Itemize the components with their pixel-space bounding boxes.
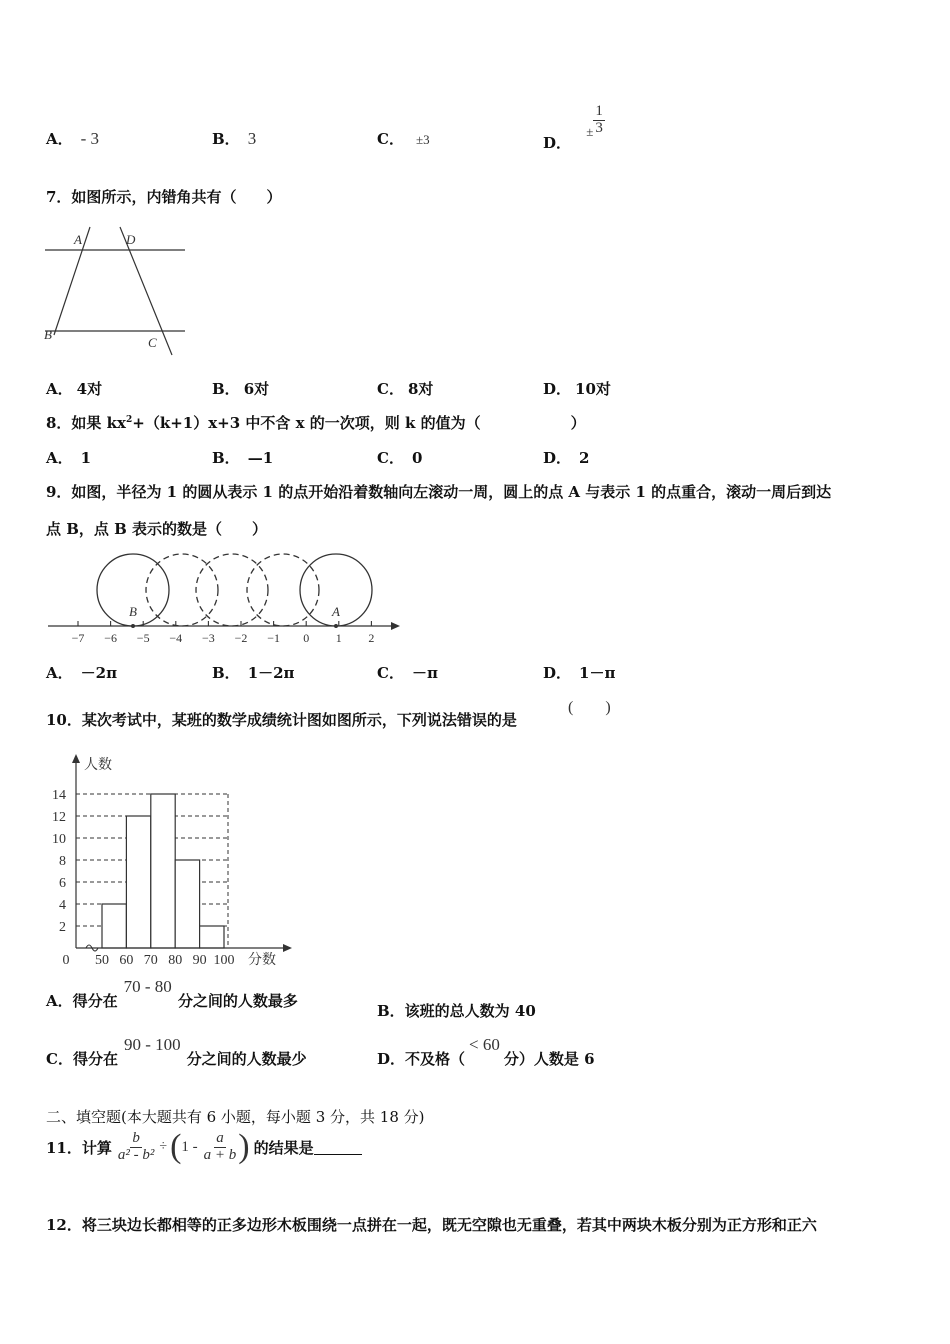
hist-bar-60-70	[126, 816, 150, 948]
section2-heading: 二、填空题(本大题共有 6 小题，每小题 3 分，共 18 分)	[46, 1108, 425, 1126]
hist-xtick-label: 60	[119, 953, 134, 968]
q10-paren: ( )	[568, 699, 611, 716]
q7-option-b: B． 6对	[212, 380, 270, 398]
hist-bar-90-100	[200, 926, 224, 948]
q8-option-d: D． 2	[543, 449, 590, 467]
q9-point-a: A	[332, 604, 340, 619]
hist-xlabel: 分数	[248, 953, 276, 968]
q9-tick-label: −2	[234, 631, 248, 645]
q7-figure	[40, 225, 190, 360]
q6-option-d: D． ± $\frac{1}{3}$	[543, 103, 603, 153]
q7-label-c: C	[148, 335, 157, 350]
q9-option-b: B． 1－2π	[212, 664, 295, 682]
q7-label-d: D	[126, 232, 136, 247]
q6-option-c: C． ±3	[377, 130, 430, 148]
q11-answer-blank	[314, 1140, 362, 1155]
q6-option-a: A． - 3	[46, 129, 100, 148]
q10-option-b: B．该班的总人数为 40	[377, 1002, 536, 1020]
q9-tick-label: −6	[104, 631, 117, 645]
q8-stem: 8．如果 $kx^2+(k+1)x+3$ 中不含 x 的一次项，则 k 的值为（ ）	[46, 414, 586, 432]
hist-ytick-label: 6	[59, 876, 66, 891]
hist-bar-50-60	[102, 904, 126, 948]
hist-xtick-label: 50	[95, 953, 109, 968]
hist-ytick-label: 12	[52, 810, 66, 825]
q9-stem-line1: 9．如图，半径为 1 的圆从表示 1 的点开始沿着数轴向左滚动一周，圆上的点 A 与表示 1 的点重合，滚动一周后到达	[46, 483, 832, 501]
q9-tick-label: 2	[368, 631, 375, 645]
hist-ytick-label: 4	[59, 898, 66, 913]
q9-tick-label: 1	[335, 631, 342, 645]
q9-tick-label: −1	[267, 631, 280, 645]
hist-xtick-label: 80	[168, 953, 183, 968]
hist-xtick-label: 0	[62, 953, 70, 968]
hist-xtick-label: 90	[192, 953, 207, 968]
q10-option-c: C．得分在90 - 100分之间的人数最少	[46, 1035, 307, 1068]
q9-stem-line2: 点 B，点 B 表示的数是（ ）	[46, 520, 268, 538]
q7-option-d: D． 10对	[543, 380, 611, 398]
hist-ytick-label: 14	[52, 788, 66, 803]
q9-option-a: A． －2π	[46, 664, 118, 682]
q8-option-b: B． —1	[212, 449, 274, 467]
hist-bar-80-90	[175, 860, 199, 948]
hist-ytick-label: 8	[59, 854, 66, 869]
q8-option-a: A． 1	[46, 449, 92, 467]
q7-label-a: A	[74, 232, 82, 247]
q7-option-a: A． 4对	[46, 380, 103, 398]
hist-ylabel: 人数	[84, 758, 112, 773]
q9-tick-label: −3	[202, 631, 215, 645]
q9-number-line-figure	[46, 550, 406, 648]
q9-point-b: B	[129, 604, 137, 619]
hist-xtick-label: 100	[213, 953, 235, 968]
hist-xtick-label: 70	[143, 953, 158, 968]
q9-tick-label: −7	[71, 631, 85, 645]
q9-tick-label: −5	[136, 631, 150, 645]
q12-stem: 12．将三块边长都相等的正多边形木板围绕一点拼在一起，既无空隙也无重叠，若其中两块木板分别为正方形和正六	[46, 1216, 817, 1234]
q7-stem: 7．如图所示，内错角共有（ ）	[46, 188, 282, 206]
q9-option-c: C． －π	[377, 664, 438, 682]
q9-tick-label: −4	[169, 631, 183, 645]
q7-option-c: C． 8对	[377, 380, 434, 398]
q10-option-d: D．不及格（< 60分）人数是 6	[377, 1035, 595, 1068]
q10-option-a: A．得分在70 - 80分之间的人数最多	[46, 977, 298, 1010]
q7-label-b: B	[44, 327, 52, 342]
q11-stem: 11．计算 $\frac{b}{\text{a² - b²}}$ ÷ ( 1 - $\frac{a}{a + b}$ ) 的结果是	[46, 1130, 362, 1164]
hist-bar-70-80	[151, 794, 175, 948]
hist-ytick-label: 10	[52, 832, 66, 847]
q10-stem: 10．某次考试中，某班的数学成绩统计图如图所示，下列说法错误的是	[46, 711, 517, 729]
q9-tick-label: 0	[303, 631, 310, 645]
q10-histogram	[40, 750, 300, 975]
q6-option-b: B． 3	[212, 129, 257, 148]
q8-option-c: C． 0	[377, 449, 423, 467]
q9-option-d: D． 1－π	[543, 664, 616, 682]
hist-ytick-label: 2	[59, 920, 66, 935]
